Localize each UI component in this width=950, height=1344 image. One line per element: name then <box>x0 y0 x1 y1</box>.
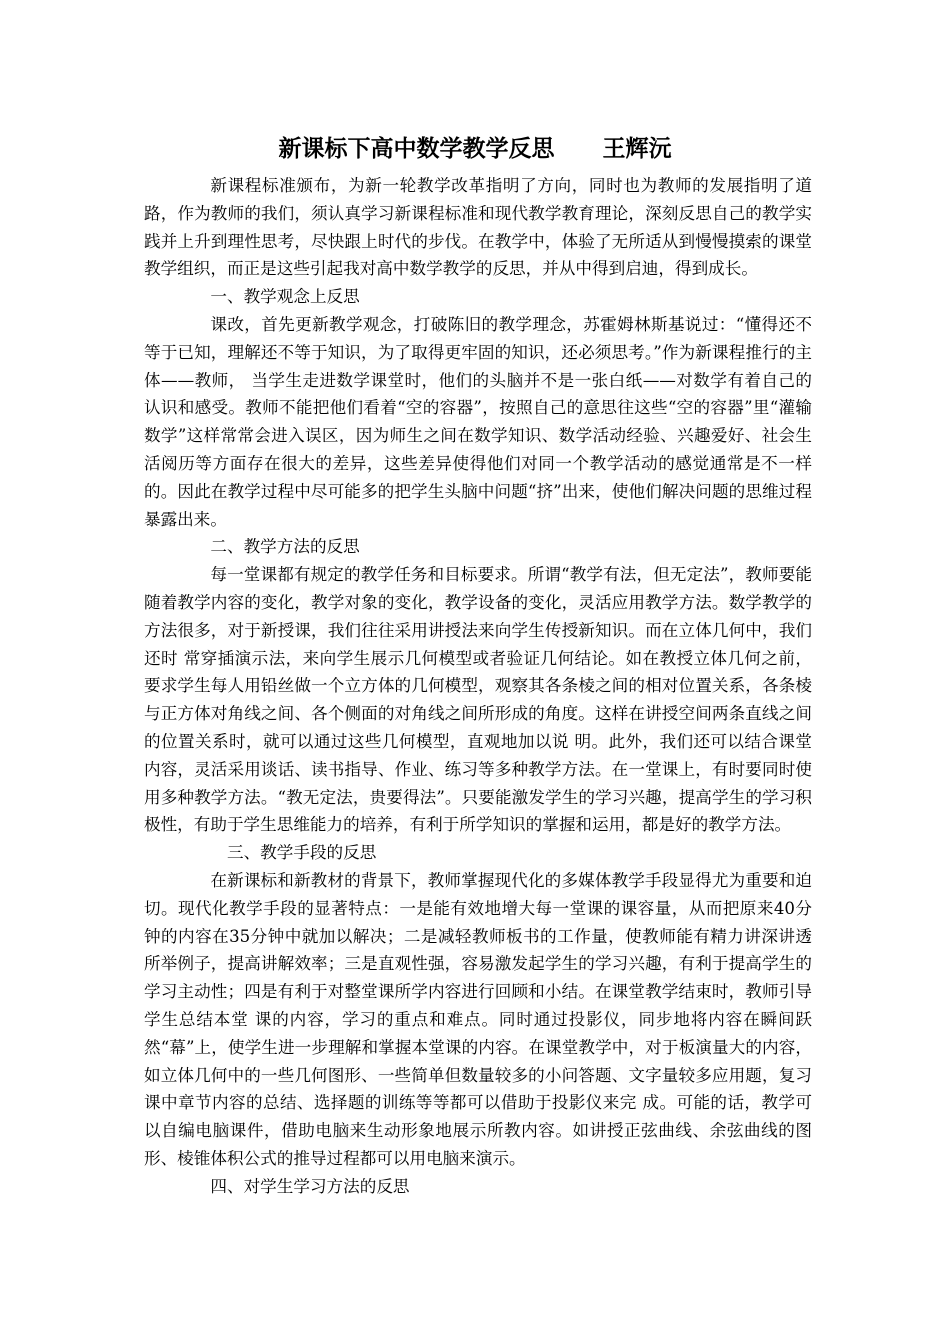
section-paragraph-2: 每一堂课都有规定的教学任务和目标要求。所谓“教学有法，但无定法”，教师要能随着教学内容的变化，教学对象的变化，教学设备的变化，灵活应用教学方法。数学教学的方法很多，对于新授课，我们往往采用讲授法来向学生传授新知识。而在立体几何中，我们还时 常穿插演示法，来向学生展示几何模型或者验证几何结论。如在教授立体几何之前，要求学生每人用铅丝做一个立方体的几何模型，观察其各条棱之间的相对位置关系，各条棱与正方体对角线之间、各个侧面的对角线之间所形成的角度。这样在讲授空间两条直线之间的位置关系时，就可以通过这些几何模型，直观地加以说 明。此外，我们还可以结合课堂内容，灵活采用谈话、读书指导、作业、练习等多种教学方法。在一堂课上，有时要同时使用多种教学方法。“教无定法，贵要得法”。只要能激发学生的学习兴趣，提高学生的学习积极性，有助于学生思维能力的培养，有利于所学知识的掌握和运用，都是好的教学方法。 <box>144 565 812 835</box>
section-heading-4: 四、对学生学习方法的反思 <box>210 1176 410 1196</box>
section-heading-1: 一、教学观念上反思 <box>210 287 360 307</box>
section-heading-3: 三、教学手段的反思 <box>227 843 377 863</box>
document-title: 新课标下高中数学教学反思 王辉沅 <box>278 136 672 162</box>
section-heading-2: 二、教学方法的反思 <box>210 537 360 557</box>
document-body <box>144 172 812 1200</box>
section-paragraph-1: 课改，首先更新教学观念，打破陈旧的教学理念，苏霍姆林斯基说过：“懂得还不等于已知，理解还不等于知识，为了取得更牢固的知识，还必须思考。”作为新课程推行的主体——教师， 当学生走进数学课堂时，他们的头脑并不是一张白纸——对数学有着自己的认识和感受。教师不能把他们看着“空的容器”，按照自己的意思往这些“空的容器”里“灌输数学”这样常常会进入误区，因为师生之间在数学知识、数学活动经验、兴趣爱好、社会生活阅历等方面存在很大的差异，这些差异使得他们对同一个教学活动的感觉通常是不一样的。因此在教学过程中尽可能多的把学生头脑中问题“挤”出来，使他们解决问题的思维过程暴露出来。 <box>144 314 812 529</box>
intro-paragraph: 新课程标准颁布，为新一轮教学改革指明了方向，同时也为教师的发展指明了道路，作为教师的我们，须认真学习新课程标准和现代教学教育理论，深刻反思自己的教学实践并上升到理性思考，尽快跟上时代的步伐。在教学中，体验了无所适从到慢慢摸索的课堂教学组织，而正是这些引起我对高中数学教学的反思，并从中得到启迪，得到成长。 <box>144 176 812 279</box>
section-paragraph-3: 在新课标和新教材的背景下，教师掌握现代化的多媒体教学手段显得尤为重要和迫切。现代化教学手段的显著特点：一是能有效地增大每一堂课的课容量，从而把原来40分钟的内容在35分钟中就加以解决；二是减轻教师板书的工作量，使教师能有精力讲深讲透所举例子，提高讲解效率；三是直观性强，容易激发起学生的学习兴趣，有利于提高学生的学习主动性；四是有利于对整堂课所学内容进行回顾和小结。在课堂教学结束时，教师引导学生总结本堂 课的内容，学习的重点和难点。同时通过投影仪，同步地将内容在瞬间跃然“幕”上，使学生进一步理解和掌握本堂课的内容。在课堂教学中，对于板演量大的内容，如立体几何中的一些几何图形、一些简单但数量较多的小问答题、文字量较多应用题，复习课中章节内容的总结、选择题的训练等等都可以借助于投影仪来完 成。可能的话，教学可以自编电脑课件，借助电脑来生动形象地展示所教内容。如讲授正弦曲线、余弦曲线的图形、棱锥体积公式的推导过程都可以用电脑来演示。 <box>144 870 812 1168</box>
